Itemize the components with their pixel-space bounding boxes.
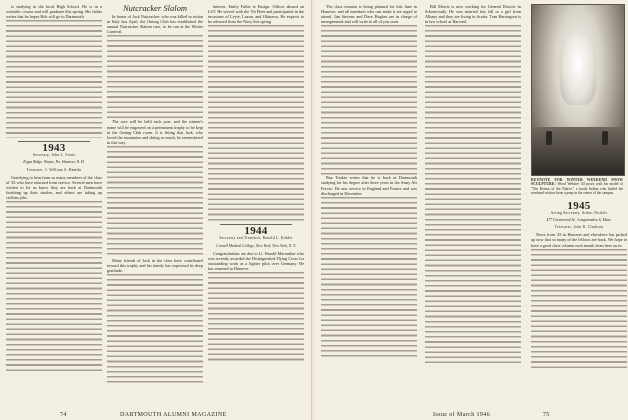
article-text: The race will be held each year, and the winner's name will be engraved on a permanent trophy to be kept in the Outing Club room. It is fitting that Jack, who loved the mountains and skiing so much, be remembered in this way. [107,119,203,145]
issue-date: Issue of March 1946 [433,412,491,418]
class-secretary: Secretary, John L. Stone [32,153,76,158]
page-number: 75 [543,412,550,418]
class-treasurer: Treasurer, J. William S. Hamlin [26,167,82,172]
class-year-heading: 1944 [244,225,268,238]
left-column-2 [107,4,203,406]
right-column-3 [531,200,627,406]
person-figure [602,131,608,145]
article-text: is studying in the local High School. He is in a scientific course and will graduate this spring. His father writes that he hopes Bob will go to Dartmouth. [6,4,102,20]
text-block [107,274,203,384]
photo-caption [531,178,623,196]
class-secretary: Secretary and Treasurer, Ronald L. Kidder [219,236,293,241]
snow-sculpture [560,35,596,105]
article-text: News from '45 in Hanover and elsewhere has picked up now that so many of the fellows are back. We hope to have a good class column each month from here on in. [531,232,627,248]
magazine-title: DARTMOUTH ALUMNI MAGAZINE [120,412,227,418]
caption-title: KEYNOTE FOR WINTER WEEKEND SNOW SCULPTURE: [531,178,623,187]
text-block [531,249,627,369]
class-treasurer: Treasurer, John D. Clarkson [554,225,604,230]
class-year-heading: 1945 [567,200,591,212]
text-block [321,25,417,175]
left-column-3 [208,4,304,406]
article-text: Congratulations are due to Lt. Harold Macomber who was recently awarded the Distinguished Flying Cross for outstanding work as a fighter pilot over Germany. He has returned to Hanover. [208,250,304,271]
article-text: Gratifying to hear from so many members of the class of '43 who have returned from service. Several men have written to let us know they are back at Dartmouth finishing up their studies, and others are taking up civilian jobs. [6,174,102,201]
person-figure [546,131,552,145]
article-text: In honor of Jack Nutcracker, who was killed in action in Italy last April, the Outing Club has established the annual Nutcracker Slalom race, to be run at the Winter Carnival. [107,14,203,35]
text-block [208,272,304,362]
caption-text: Wood Webster '44 poses with his model of "The Return of the Native," a hardy Indian who hailed the weekend visitors from a peep in the center of the campus. [531,182,623,196]
left-page [0,0,312,420]
class-year-heading: 1943 [42,142,66,155]
class-address: Cornell Medical College, New York, New York, N. Y. [216,243,296,248]
right-page [315,0,628,420]
text-block [321,197,417,357]
text-block [107,35,203,119]
class-address: Kipps Ridge, Wayne, Pa. Hanover, N. H. [23,160,85,165]
text-block [6,20,102,138]
class-secretary: Acting Secretary, Arthur Nichols [550,211,608,216]
article-text: Buz Tonkin writes that he is back at Dartmouth studying for his degree after three years in the Army Air Forces. He saw service in England and France and was discharged in December. [321,175,417,196]
class-address: 477 Greenwood St., Longmeadow 6, Mass. [546,218,612,223]
snow-sculpture-photo [531,4,625,176]
left-column-1 [6,4,102,406]
article-text: interest. Emily Fuller is Ensign. Officer aboard an LST. He served with the 7th Fleet and participated in the invasions of Leyte, Luzon, and Okinawa. He expects to be released from the Navy this spring. [208,4,304,25]
right-column-2 [425,4,521,406]
right-column-1 [321,4,417,406]
article-text: The class reunion is being planned for this June in Hanover, and all members who can make it are urged to attend. Jim Stevens and Dave Hughes are in charge of arrangements and will write to all of you soon. [321,4,417,25]
text-block [425,25,521,365]
text-block [6,201,102,371]
text-block [107,146,203,258]
page-number: 74 [60,412,67,418]
article-text: Bill Morris is now working for General Electric in Schenectady. He was married last fall to a girl from Albany and they are living in Scotia. Tom Harrington is in law school at Harvard. [425,4,521,25]
text-block [208,25,304,221]
article-heading: Nutcracker Slalom [123,4,187,13]
article-text: Many friends of Jack in the class have contributed toward this trophy and his family has expressed its deep gratitude. [107,257,203,274]
